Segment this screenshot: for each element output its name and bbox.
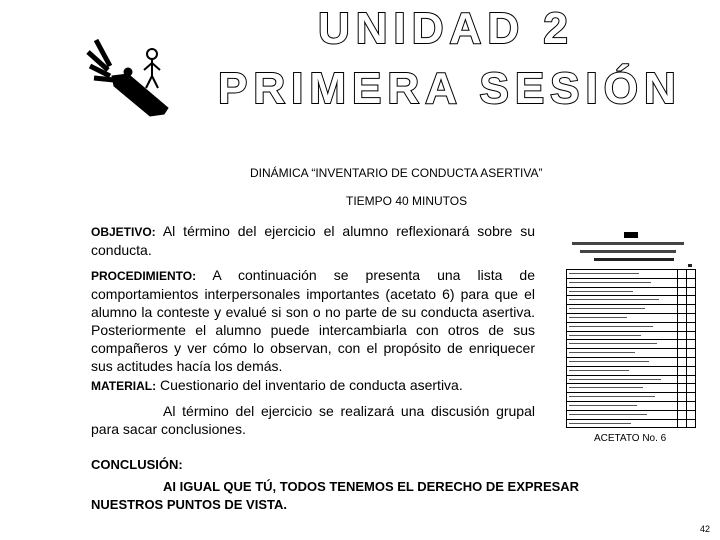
- inventory-row: [567, 420, 695, 429]
- duration: TIEMPO 40 MINUTOS: [346, 194, 468, 208]
- inventory-row: [567, 402, 695, 411]
- procedure-text: A continuación se presenta una lista de comportamientos interpersonales importantes (acetato 6) para que el alumno la conteste y evalué si son o no parte de su conducta asertiva. Posteriormente el alumno puede intercambiarla con otros de sus compañeros y ver cómo lo observan, con el propósito de enriquecer sus actitudes hacía los demás.: [91, 267, 535, 374]
- inventory-row: [567, 332, 695, 341]
- inventory-row: [567, 384, 695, 393]
- conclusion-label: CONCLUSIÓN:: [91, 457, 183, 472]
- inventory-row: [567, 393, 695, 402]
- sheet-header-line: [580, 250, 676, 253]
- closing-note: Al término del ejercicio se realizará una discusión grupal para sacar conclusiones.: [91, 403, 535, 437]
- inventory-row: [567, 314, 695, 323]
- unit-title: UNIDAD 2: [318, 4, 574, 53]
- procedure-label: PROCEDIMIENTO:: [91, 269, 197, 283]
- sheet-logo: [624, 232, 638, 238]
- inventory-row: [567, 367, 695, 376]
- inventory-row: [567, 323, 695, 332]
- material-label: MATERIAL:: [91, 379, 157, 393]
- inventory-row: [567, 411, 695, 420]
- procedure-paragraph: [91, 266, 535, 375]
- inventory-row: [567, 288, 695, 297]
- inventory-row: [567, 376, 695, 385]
- inventory-row: [567, 270, 695, 279]
- session-title: PRIMERA SESIÓN: [218, 64, 682, 113]
- inventory-row: [567, 358, 695, 367]
- inventory-row: [567, 296, 695, 305]
- inventory-table: [566, 269, 696, 428]
- conclusion-text: AI IGUAL QUE TÚ, TODOS TENEMOS EL DERECHO DE EXPRESAR NUESTROS PUNTOS DE VISTA.: [91, 479, 580, 512]
- objective-paragraph: [91, 222, 535, 259]
- material-text: Cuestionario del inventario de conducta asertiva.: [156, 377, 463, 393]
- stick-figures-slide-logo: [84, 30, 174, 118]
- objective-label: OBJETIVO:: [91, 225, 156, 239]
- objective-text: Al término del ejercicio el alumno reflexionará sobre su conducta.: [91, 223, 535, 258]
- material-paragraph: [91, 376, 535, 395]
- transparency-thumbnail: [562, 228, 700, 416]
- sheet-header-line: [594, 258, 674, 261]
- sheet-header-line: [688, 264, 692, 267]
- inventory-row: [567, 305, 695, 314]
- dynamic-title: DINÁMICA “INVENTARIO DE CONDUCTA ASERTIVA”: [250, 166, 543, 180]
- inventory-row: [567, 349, 695, 358]
- sheet-header-line: [572, 242, 684, 245]
- transparency-caption: ACETATO No. 6: [594, 433, 667, 444]
- page-number: 42: [700, 524, 711, 534]
- inventory-row: [567, 279, 695, 288]
- inventory-row: [567, 340, 695, 349]
